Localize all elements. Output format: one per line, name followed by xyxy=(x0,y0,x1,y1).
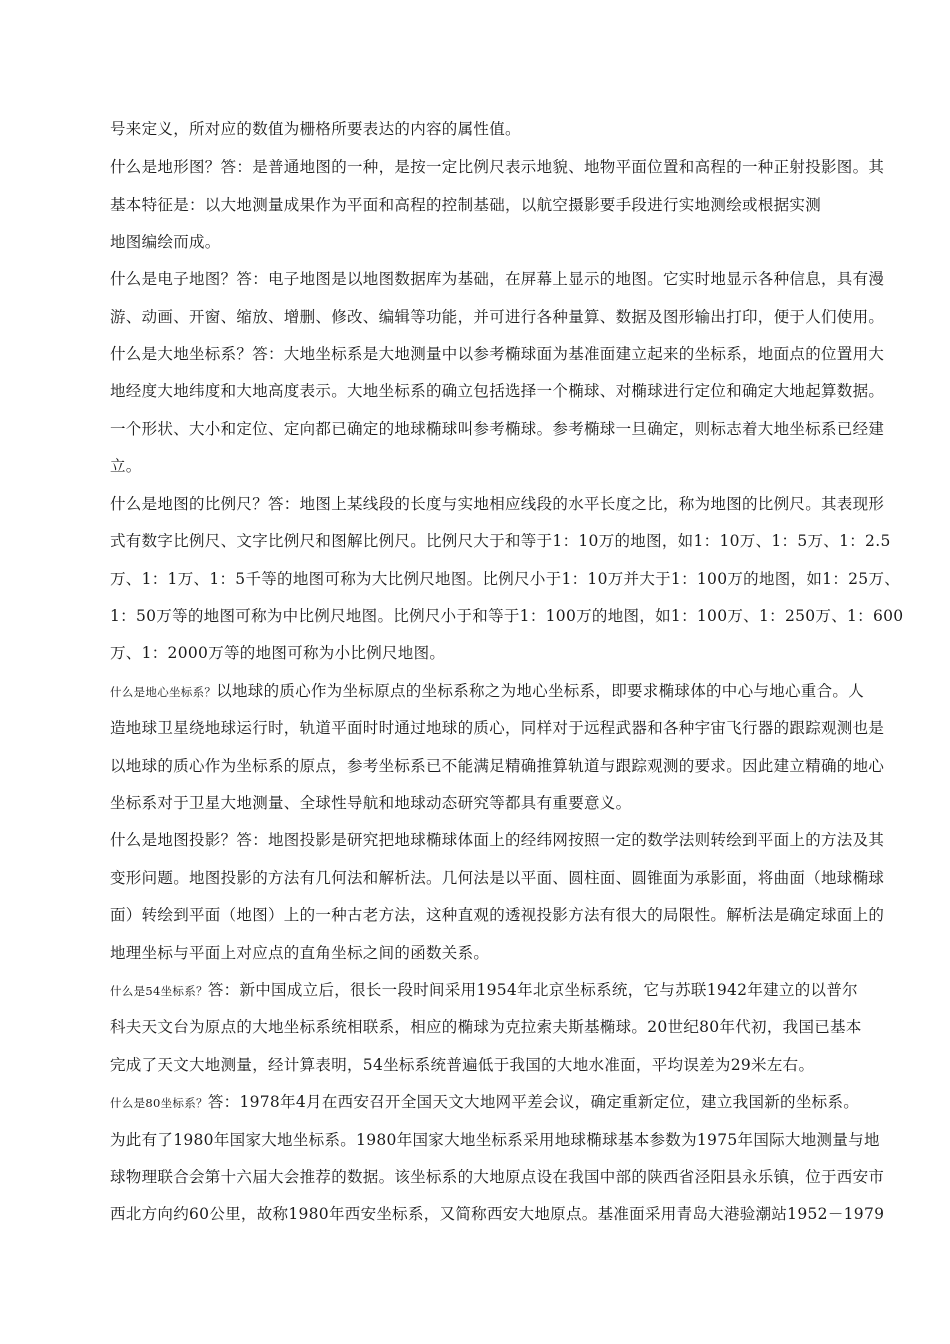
text-line xyxy=(110,678,942,704)
text-line: 面）转绘到平面（地图）上的一种古老方法，这种直观的透视投影方法有很大的局限性。解析法是确定球面上的 xyxy=(110,906,885,924)
text-line: 一个形状、大小和定位、定向都已确定的地球椭球叫参考椭球。参考椭球一旦确定，则标志着大地坐标系已经建 xyxy=(110,420,885,438)
text-line: 造地球卫星绕地球运行时，轨道平面时时通过地球的质心，同样对于远程武器和各种宇宙飞行器的跟踪观测也是 xyxy=(110,719,885,737)
question-label: 什么是80坐标系？ xyxy=(110,1096,208,1110)
text-line: 什么是电子地图？答：电子地图是以地图数据库为基础，在屏幕上显示的地图。它实时地显示各种信息，具有漫 xyxy=(110,270,885,288)
text-line: 地理坐标与平面上对应点的直角坐标之间的函数关系。 xyxy=(110,944,490,962)
text-line: 西北方向约60公里，故称1980年西安坐标系，又简称西安大地原点。基准面采用青岛大港验潮站1952－1979 xyxy=(110,1205,885,1223)
text-line: 什么是地图投影？答：地图投影是研究把地球椭球体面上的经纬网按照一定的数学法则转绘到平面上的方法及其 xyxy=(110,831,885,849)
text-line: 游、动画、开窗、缩放、增删、修改、编辑等功能，并可进行各种量算、数据及图形输出打印，便于人们使用。 xyxy=(110,308,885,326)
answer-text: 答：新中国成立后，很长一段时间采用1954年北京坐标系统，它与苏联1942年建立的以普尔 xyxy=(207,981,858,999)
question-label: 什么是地心坐标系？ xyxy=(110,685,217,699)
text-line xyxy=(110,977,942,1003)
text-line: 完成了天文大地测量，经计算表明，54坐标系统普遍低于我国的大地水准面，平均误差为29米左右。 xyxy=(110,1056,815,1074)
text-line: 什么是地形图？答：是普通地图的一种，是按一定比例尺表示地貌、地物平面位置和高程的一种正射投影图。其 xyxy=(110,158,885,176)
text-line: 变形问题。地图投影的方法有几何法和解析法。几何法是以平面、圆柱面、圆锥面为承影面，将曲面（地球椭球 xyxy=(110,869,885,887)
text-line: 1：50万等的地图可称为中比例尺地图。比例尺小于和等于1：100万的地图，如1：100万、1：250万、1：600 xyxy=(110,607,904,625)
text-line: 什么是地图的比例尺？答：地图上某线段的长度与实地相应线段的水平长度之比，称为地图的比例尺。其表现形 xyxy=(110,495,885,513)
text-line: 地图编绘而成。 xyxy=(110,233,221,251)
text-line: 基本特征是：以大地测量成果作为平面和高程的控制基础，以航空摄影要手段进行实地测绘或根据实测 xyxy=(110,196,822,214)
text-line: 地经度大地纬度和大地高度表示。大地坐标系的确立包括选择一个椭球、对椭球进行定位和确定大地起算数据。 xyxy=(110,382,885,400)
text-line: 为此有了1980年国家大地坐标系。1980年国家大地坐标系采用地球椭球基本参数为1975年国际大地测量与地 xyxy=(110,1131,880,1149)
answer-text: 以地球的质心作为坐标原点的坐标系称之为地心坐标系，即要求椭球体的中心与地心重合。人 xyxy=(216,682,865,700)
answer-text: 答：1978年4月在西安召开全国天文大地网平差会议，确定重新定位，建立我国新的坐标系。 xyxy=(207,1093,860,1111)
text-line: 什么是大地坐标系？答：大地坐标系是大地测量中以参考椭球面为基准面建立起来的坐标系，地面点的位置用大 xyxy=(110,345,885,363)
text-line: 号来定义，所对应的数值为栅格所要表达的内容的属性值。 xyxy=(110,120,521,138)
text-line: 万、1：2000万等的地图可称为小比例尺地图。 xyxy=(110,644,446,662)
text-line: 科夫天文台为原点的大地坐标系统相联系，相应的椭球为克拉索夫斯基椭球。20世纪80年代初，我国已基本 xyxy=(110,1018,862,1036)
text-line: 坐标系对于卫星大地测量、全球性导航和地球动态研究等都具有重要意义。 xyxy=(110,794,632,812)
text-line: 式有数字比例尺、文字比例尺和图解比例尺。比例尺大于和等于1：10万的地图，如1：10万、1：5万、1：2.5 xyxy=(110,532,891,550)
text-line: 球物理联合会第十六届大会推荐的数据。该坐标系的大地原点设在我国中部的陕西省泾阳县永乐镇，位于西安市 xyxy=(110,1168,885,1186)
text-line xyxy=(110,1089,942,1115)
text-line: 万、1：1万、1：5千等的地图可称为大比例尺地图。比例尺小于1：10万并大于1：100万的地图，如1：25万、 xyxy=(110,570,901,588)
question-label: 什么是54坐标系？ xyxy=(110,984,208,998)
text-line: 以地球的质心作为坐标系的原点，参考坐标系已不能满足精确推算轨道与跟踪观测的要求。因此建立精确的地心 xyxy=(110,757,885,775)
text-line: 立。 xyxy=(110,457,142,475)
